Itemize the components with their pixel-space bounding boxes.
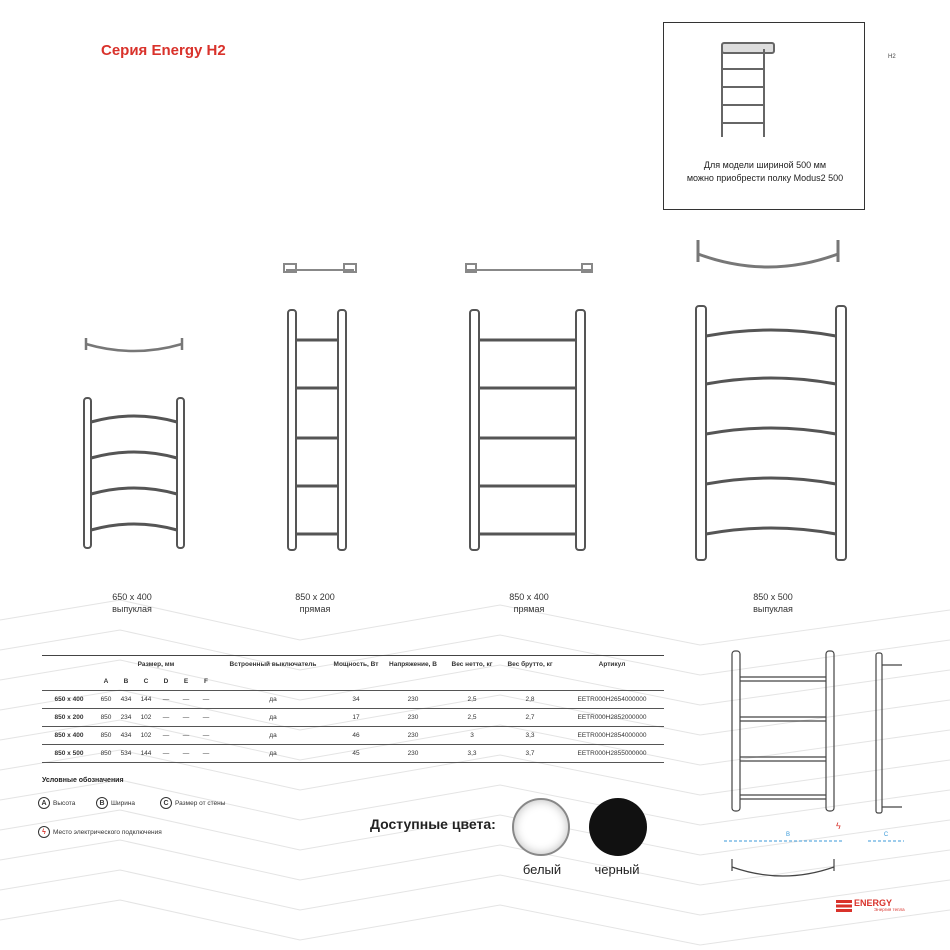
net-weight-header: Вес нетто, кг (444, 656, 500, 674)
cell-switch: да (216, 709, 330, 727)
cell-b: 234 (116, 709, 136, 727)
model-caption-850x200 (255, 591, 375, 615)
cell-switch: да (216, 745, 330, 763)
white-color-swatch (512, 798, 570, 856)
row-model: 650 x 400 (42, 691, 96, 709)
table-row (42, 727, 664, 745)
shelf-info-box (663, 22, 865, 210)
article-header: Артикул (560, 656, 664, 674)
diagram-c-label: C (883, 832, 889, 838)
brand-tagline: Энергия тепла (874, 907, 905, 912)
cell-e: — (176, 745, 196, 763)
black-color-label: черный (594, 862, 640, 877)
cell-c: 102 (136, 727, 156, 745)
letter-a: A (103, 678, 109, 685)
cell-a: 850 (96, 745, 116, 763)
shelf-towel-rail-image (712, 39, 784, 143)
cell-b: 434 (116, 727, 136, 745)
series-title: Серия Energy H2 (101, 42, 226, 59)
model-caption-850x400 (469, 591, 589, 615)
cell-b: 434 (116, 691, 136, 709)
cell-gross: 3,7 (500, 745, 560, 763)
brand-name: ENERGY (854, 898, 893, 908)
letter-f: F (204, 678, 208, 685)
cell-switch: да (216, 691, 330, 709)
cell-a: 650 (96, 691, 116, 709)
cell-power: 45 (330, 745, 382, 763)
lightning-icon: ϟ (38, 826, 50, 838)
cell-c: 144 (136, 745, 156, 763)
shelf-note (664, 159, 866, 185)
technical-diagram (718, 645, 910, 885)
switch-header: Встроенный выключатель (216, 656, 330, 674)
diagram-b-label: B (785, 832, 791, 838)
cell-power: 46 (330, 727, 382, 745)
cell-b: 534 (116, 745, 136, 763)
voltage-header: Напряжение, В (382, 656, 444, 674)
colors-title: Доступные цвета: (370, 816, 496, 832)
table-row (42, 709, 664, 727)
model-650x400-image (74, 330, 194, 555)
model-size: 850 x 500 (753, 592, 793, 602)
cell-f: — (196, 709, 216, 727)
letter-d: D (163, 678, 169, 685)
shelf-note-line2: можно приобрести полку Modus2 500 (686, 173, 844, 183)
model-850x400-image (462, 258, 597, 558)
model-850x500-image (688, 232, 853, 567)
cell-c: 144 (136, 691, 156, 709)
cell-e: — (176, 727, 196, 745)
legend-wall-distance (160, 797, 225, 809)
lightning-icon: ϟ (836, 821, 841, 831)
cell-d: — (156, 691, 176, 709)
cell-gross: 3,3 (500, 727, 560, 745)
cell-article: EETR000H2852000000 (560, 709, 664, 727)
cell-net: 2,5 (444, 709, 500, 727)
model-size: 850 x 200 (295, 592, 335, 602)
white-color-label: белый (522, 862, 562, 877)
cell-net: 2,5 (444, 691, 500, 709)
black-color-swatch (589, 798, 647, 856)
table-header-row (42, 656, 664, 674)
size-group-header: Размер, мм (96, 656, 216, 674)
legend-c-text: Размер от стены (175, 799, 226, 807)
cell-a: 850 (96, 727, 116, 745)
cell-net: 3 (444, 727, 500, 745)
shelf-note-line1: Для модели шириной 500 мм (703, 160, 827, 170)
legend-b-text: Ширина (111, 799, 136, 807)
model-shape: выпуклая (112, 604, 152, 614)
table-row (42, 745, 664, 763)
model-size: 650 x 400 (112, 592, 152, 602)
spec-table (42, 655, 664, 763)
cell-power: 34 (330, 691, 382, 709)
legend-c-badge: C (160, 797, 172, 809)
model-shape: прямая (299, 604, 331, 614)
row-model: 850 x 500 (42, 745, 96, 763)
row-model: 850 x 400 (42, 727, 96, 745)
cell-a: 850 (96, 709, 116, 727)
cell-net: 3,3 (444, 745, 500, 763)
cell-voltage: 230 (382, 709, 444, 727)
letter-b: B (123, 678, 129, 685)
model-shape: прямая (513, 604, 545, 614)
model-caption-850x500 (713, 591, 833, 615)
cell-voltage: 230 (382, 745, 444, 763)
cell-switch: да (216, 727, 330, 745)
model-size: 850 x 400 (509, 592, 549, 602)
cell-article: EETR000H2854000000 (560, 727, 664, 745)
cell-d: — (156, 727, 176, 745)
cell-gross: 2,8 (500, 691, 560, 709)
cell-gross: 2,7 (500, 709, 560, 727)
series-code: H2 (888, 54, 896, 60)
cell-c: 102 (136, 709, 156, 727)
legend-b-badge: B (96, 797, 108, 809)
letter-header-row (42, 673, 664, 691)
legend-power-text: Место электрического подключения (53, 828, 162, 836)
cell-f: — (196, 727, 216, 745)
legend-width (96, 797, 135, 809)
cell-voltage: 230 (382, 727, 444, 745)
cell-article: EETR000H2855000000 (560, 745, 664, 763)
model-850x200-image (280, 258, 360, 558)
cell-voltage: 230 (382, 691, 444, 709)
letter-e: E (183, 678, 189, 685)
legend-a-badge: A (38, 797, 50, 809)
cell-d: — (156, 709, 176, 727)
energy-logo-icon (836, 900, 852, 912)
cell-d: — (156, 745, 176, 763)
cell-f: — (196, 691, 216, 709)
model-caption-650x400 (72, 591, 192, 615)
cell-f: — (196, 745, 216, 763)
power-header: Мощность, Вт (330, 656, 382, 674)
cell-article: EETR000H2654000000 (560, 691, 664, 709)
cell-e: — (176, 709, 196, 727)
cell-e: — (176, 691, 196, 709)
model-shape: выпуклая (753, 604, 793, 614)
table-row (42, 691, 664, 709)
letter-c: C (143, 678, 149, 685)
legend-power-connection (38, 826, 162, 838)
legend-a-text: Высота (53, 799, 76, 807)
gross-weight-header: Вес брутто, кг (500, 656, 560, 674)
cell-power: 17 (330, 709, 382, 727)
legend-height (38, 797, 75, 809)
row-model: 850 x 200 (42, 709, 96, 727)
legend-title: Условные обозначения (42, 777, 124, 784)
